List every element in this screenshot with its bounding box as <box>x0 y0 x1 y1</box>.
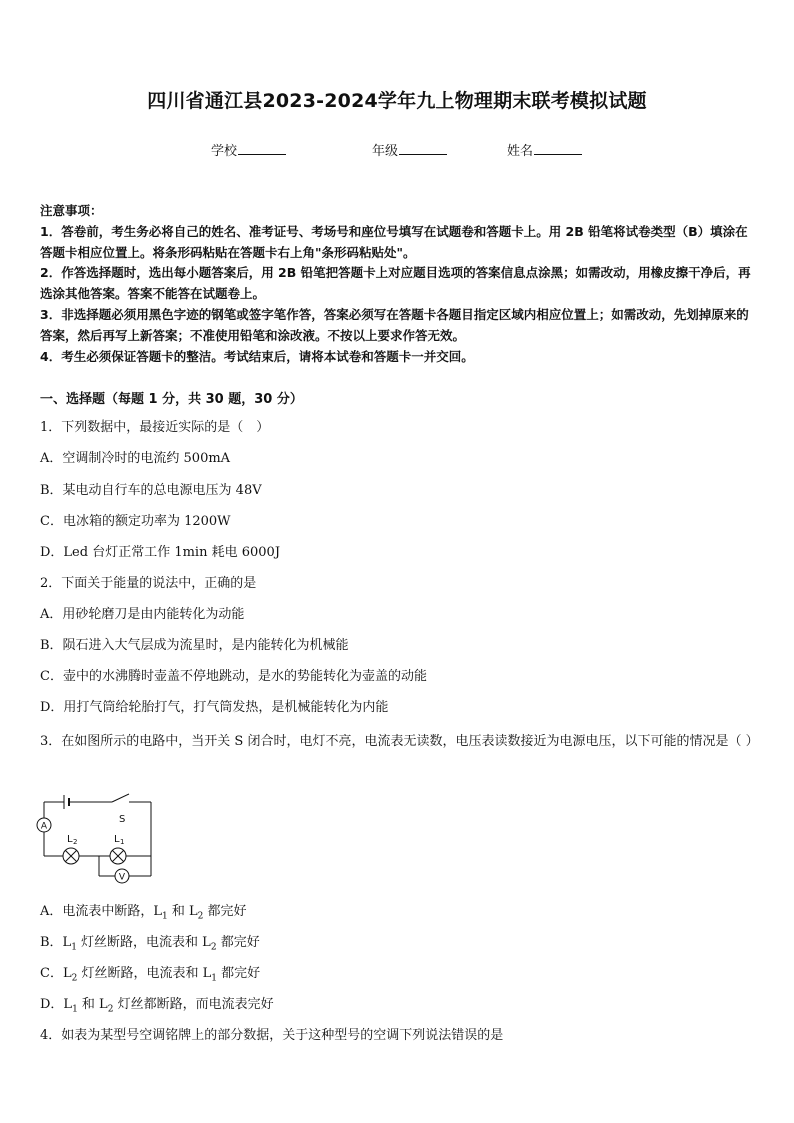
q2-option-d: D．用打气筒给轮胎打气，打气筒发热，是机械能转化为内能 <box>40 700 389 715</box>
notice-heading: 注意事项： <box>40 203 103 218</box>
q3-stem: 3．在如图所示的电路中，当开关 S 闭合时，电灯不亮，电流表无读数，电压表读数接近为电源电压，以下可能的情况是（ ） <box>40 734 759 749</box>
voltmeter-label: V <box>118 872 126 883</box>
q2-option-b: B．陨石进入大气层成为流星时，是内能转化为机械能 <box>40 638 349 653</box>
lamp-l2-label: L <box>67 834 73 845</box>
circuit-diagram <box>34 788 158 888</box>
grade-blank <box>399 142 447 155</box>
q1-option-a: A．空调制冷时的电流约 500mA <box>40 451 231 466</box>
name-field <box>507 140 582 159</box>
switch-label: S <box>119 814 126 825</box>
grade-label: 年级 <box>372 144 399 159</box>
q1-option-c: C．电冰箱的额定功率为 1200W <box>40 514 231 529</box>
q3-option-d: D．$L_1$ 和 $L_2$ 灯丝都断路，而电流表完好 <box>40 997 274 1015</box>
q3-option-c: C．$L_2$ 灯丝断路，电流表和 $L_1$ 都完好 <box>40 966 261 984</box>
q2-option-a: A．用砂轮磨刀是由内能转化为动能 <box>40 607 245 622</box>
switch-blade <box>112 794 129 802</box>
name-blank <box>534 142 582 155</box>
school-field <box>211 140 286 159</box>
page-title: 四川省通江县2023-2024学年九上物理期末联考模拟试题 <box>147 90 647 112</box>
lamp-l2-subscript: 2 <box>73 838 78 846</box>
section-heading: 一、选择题（每题 1 分，共 30 题，30 分） <box>40 392 303 407</box>
lamp-l1-subscript: 1 <box>120 838 125 846</box>
name-label: 姓名 <box>507 144 534 159</box>
school-label: 学校 <box>211 144 238 159</box>
lamp-l1-label: L <box>114 834 120 845</box>
notice-block <box>40 201 756 367</box>
q2-option-c: C．壶中的水沸腾时壶盖不停地跳动，是水的势能转化为壶盖的动能 <box>40 669 427 684</box>
school-blank <box>238 142 286 155</box>
ammeter-label: A <box>40 821 48 832</box>
q4-stem: 4．如表为某型号空调铭牌上的部分数据，关于这种型号的空调下列说法错误的是 <box>40 1028 504 1043</box>
q1-stem: 1．下列数据中，最接近实际的是（ ） <box>40 420 270 435</box>
q1-option-d: D．Led 台灯正常工作 1min 耗电 6000J <box>40 545 281 560</box>
notice-item-2: 2．作答选择题时，选出每小题答案后，用 2B 铅笔把答题卡上对应题目选项的答案信息点涂黑；如需改动，用橡皮擦干净后，再选涂其他答案。答案不能答在试题卷上。 <box>40 265 751 302</box>
q1-option-b: B．某电动自行车的总电源电压为 48V <box>40 483 262 498</box>
q3-option-b: B．$L_1$ 灯丝断路，电流表和 $L_2$ 都完好 <box>40 935 260 953</box>
notice-item-1: 1．答卷前，考生务必将自己的姓名、准考证号、考场号和座位号填写在试题卷和答题卡上。用 2B 铅笔将试卷类型（B）填涂在答题卡相应位置上。将条形码粘贴在答题卡右上角"条形码粘贴处"。 <box>40 223 748 260</box>
q2-stem: 2．下面关于能量的说法中，正确的是 <box>40 576 257 591</box>
q3-option-a: A．电流表中断路，$L_1$ 和 $L_2$ 都完好 <box>40 904 247 922</box>
notice-item-3: 3．非选择题必须用黑色字迹的钢笔或签字笔作答，答案必须写在答题卡各题目指定区域内相应位置上；如需改动，先划掉原来的答案，然后再写上新答案；不准使用铅笔和涂改液。不按以上要求作答无效。 <box>40 306 749 343</box>
grade-field <box>372 140 447 159</box>
notice-item-4: 4．考生必须保证答题卡的整洁。考试结束后，请将本试卷和答题卡一并交回。 <box>40 348 474 364</box>
